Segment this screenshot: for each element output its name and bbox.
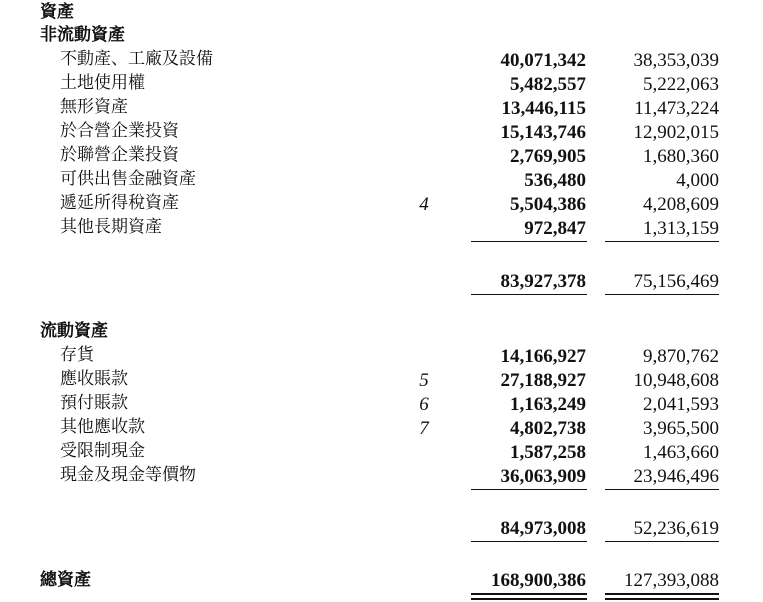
row-label: 受限制現金 bbox=[60, 441, 145, 461]
row-current-value: 40,071,342 bbox=[500, 50, 586, 71]
section-title: 資產 bbox=[40, 2, 74, 22]
row-label: 不動產、工廠及設備 bbox=[60, 49, 213, 69]
current-total-current: 84,973,008 bbox=[500, 518, 586, 539]
total-assets-current: 168,900,386 bbox=[491, 570, 586, 591]
row-prior-value: 38,353,039 bbox=[633, 50, 719, 71]
total-rule-prior bbox=[605, 294, 719, 295]
row-prior-value: 1,463,660 bbox=[643, 442, 719, 463]
row-prior-value: 23,946,496 bbox=[633, 466, 719, 487]
non-current-heading: 非流動資產 bbox=[40, 25, 125, 45]
row-current-value: 27,188,927 bbox=[500, 370, 586, 391]
non-current-total-prior: 75,156,469 bbox=[633, 271, 719, 292]
non-current-total-current: 83,927,378 bbox=[500, 271, 586, 292]
total-rule-current bbox=[471, 294, 587, 295]
row-label: 無形資產 bbox=[60, 97, 128, 117]
row-prior-value: 5,222,063 bbox=[643, 74, 719, 95]
row-current-value: 36,063,909 bbox=[500, 466, 586, 487]
row-current-value: 2,769,905 bbox=[510, 146, 586, 167]
total-assets-label: 總資產 bbox=[40, 570, 91, 590]
row-prior-value: 2,041,593 bbox=[643, 394, 719, 415]
row-current-value: 15,143,746 bbox=[500, 122, 586, 143]
row-label: 土地使用權 bbox=[60, 73, 145, 93]
row-label: 存貨 bbox=[60, 345, 94, 365]
row-label: 其他應收款 bbox=[60, 417, 145, 437]
row-current-value: 14,166,927 bbox=[500, 346, 586, 367]
row-current-value: 5,482,557 bbox=[510, 74, 586, 95]
total-assets-prior: 127,393,088 bbox=[624, 570, 719, 591]
subtotal-rule-prior bbox=[605, 241, 719, 242]
row-label: 於聯營企業投資 bbox=[60, 145, 179, 165]
row-note-ref: 5 bbox=[419, 370, 429, 391]
current-assets-heading: 流動資產 bbox=[40, 321, 108, 341]
row-prior-value: 4,000 bbox=[676, 170, 719, 191]
row-current-value: 4,802,738 bbox=[510, 418, 586, 439]
row-label: 遞延所得稅資產 bbox=[60, 193, 179, 213]
current-total-prior: 52,236,619 bbox=[633, 518, 719, 539]
row-prior-value: 9,870,762 bbox=[643, 346, 719, 367]
row-current-value: 5,504,386 bbox=[510, 194, 586, 215]
double-rule-prior-bottom bbox=[605, 598, 719, 600]
total-rule-prior bbox=[605, 541, 719, 542]
row-prior-value: 1,680,360 bbox=[643, 146, 719, 167]
subtotal-rule-current bbox=[471, 489, 587, 490]
row-label: 於合營企業投資 bbox=[60, 121, 179, 141]
row-current-value: 536,480 bbox=[524, 170, 586, 191]
row-prior-value: 10,948,608 bbox=[633, 370, 719, 391]
row-label: 現金及現金等價物 bbox=[60, 465, 196, 485]
double-rule-current-top bbox=[471, 593, 587, 595]
subtotal-rule-current bbox=[471, 241, 587, 242]
row-prior-value: 1,313,159 bbox=[643, 218, 719, 239]
row-prior-value: 4,208,609 bbox=[643, 194, 719, 215]
double-rule-current-bottom bbox=[471, 598, 587, 600]
row-note-ref: 7 bbox=[419, 418, 429, 439]
row-label: 可供出售金融資產 bbox=[60, 169, 196, 189]
row-note-ref: 4 bbox=[419, 194, 429, 215]
subtotal-rule-prior bbox=[605, 489, 719, 490]
row-prior-value: 12,902,015 bbox=[633, 122, 719, 143]
double-rule-prior-top bbox=[605, 593, 719, 595]
row-current-value: 13,446,115 bbox=[501, 98, 586, 119]
row-prior-value: 3,965,500 bbox=[643, 418, 719, 439]
row-label: 預付賬款 bbox=[60, 393, 128, 413]
row-current-value: 972,847 bbox=[524, 218, 586, 239]
row-current-value: 1,163,249 bbox=[510, 394, 586, 415]
row-current-value: 1,587,258 bbox=[510, 442, 586, 463]
row-label: 應收賬款 bbox=[60, 369, 128, 389]
total-rule-current bbox=[471, 541, 587, 542]
row-label: 其他長期資產 bbox=[60, 217, 162, 237]
row-prior-value: 11,473,224 bbox=[634, 98, 719, 119]
row-note-ref: 6 bbox=[419, 394, 429, 415]
